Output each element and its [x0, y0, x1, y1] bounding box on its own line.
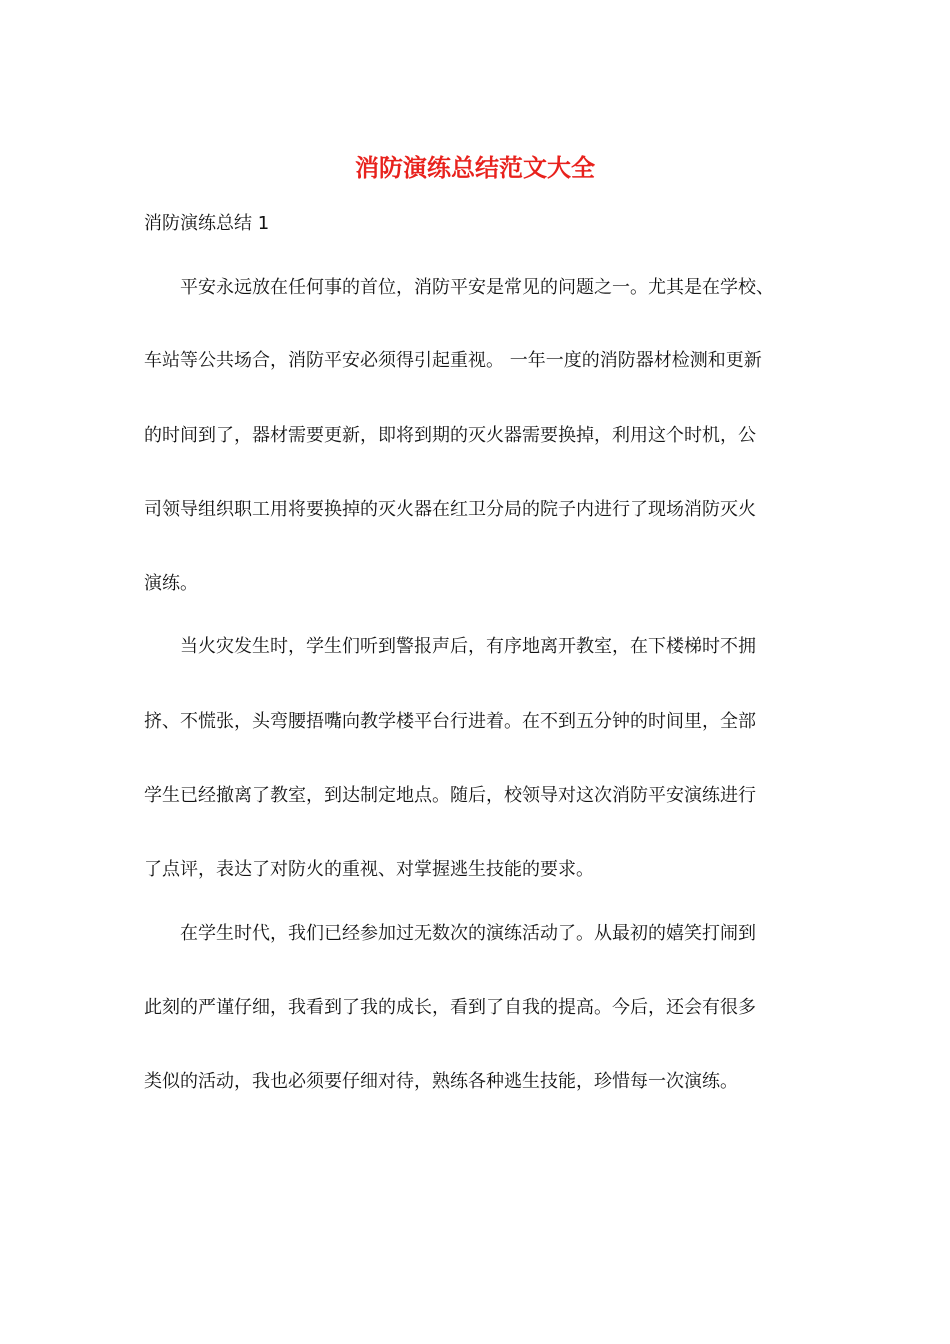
document-title: 消防演练总结范文大全	[355, 153, 595, 182]
paragraph-1-line-2: 车站等公共场合，消防平安必须得引起重视。 一年一度的消防器材检测和更新	[144, 350, 762, 371]
section-heading: 消防演练总结 1	[144, 213, 270, 234]
paragraph-3-line-1: 在学生时代，我们已经参加过无数次的演练活动了。从最初的嬉笑打闹到	[180, 923, 756, 944]
paragraph-1-line-4: 司领导组织职工用将要换掉的灭火器在红卫分局的院子内进行了现场消防灭火	[144, 499, 756, 520]
paragraph-3-line-2: 此刻的严谨仔细，我看到了我的成长，看到了自我的提高。今后，还会有很多	[144, 997, 756, 1018]
paragraph-2-line-2: 挤、不慌张，头弯腰捂嘴向教学楼平台行进着。在不到五分钟的时间里，全部	[144, 711, 756, 732]
paragraph-2-line-1: 当火灾发生时，学生们听到警报声后，有序地离开教室，在下楼梯时不拥	[180, 636, 756, 657]
paragraph-1-line-5: 演练。	[144, 573, 198, 594]
paragraph-2-line-3: 学生已经撤离了教室，到达制定地点。随后，校领导对这次消防平安演练进行	[144, 785, 756, 806]
paragraph-1-line-1: 平安永远放在任何事的首位，消防平安是常见的问题之一。尤其是在学校、	[180, 277, 774, 298]
paragraph-3-line-3: 类似的活动，我也必须要仔细对待，熟练各种逃生技能，珍惜每一次演练。	[144, 1071, 738, 1092]
paragraph-2-line-4: 了点评，表达了对防火的重视、对掌握逃生技能的要求。	[144, 859, 594, 880]
paragraph-1-line-3: 的时间到了，器材需要更新，即将到期的灭火器需要换掉，利用这个时机，公	[144, 425, 756, 446]
